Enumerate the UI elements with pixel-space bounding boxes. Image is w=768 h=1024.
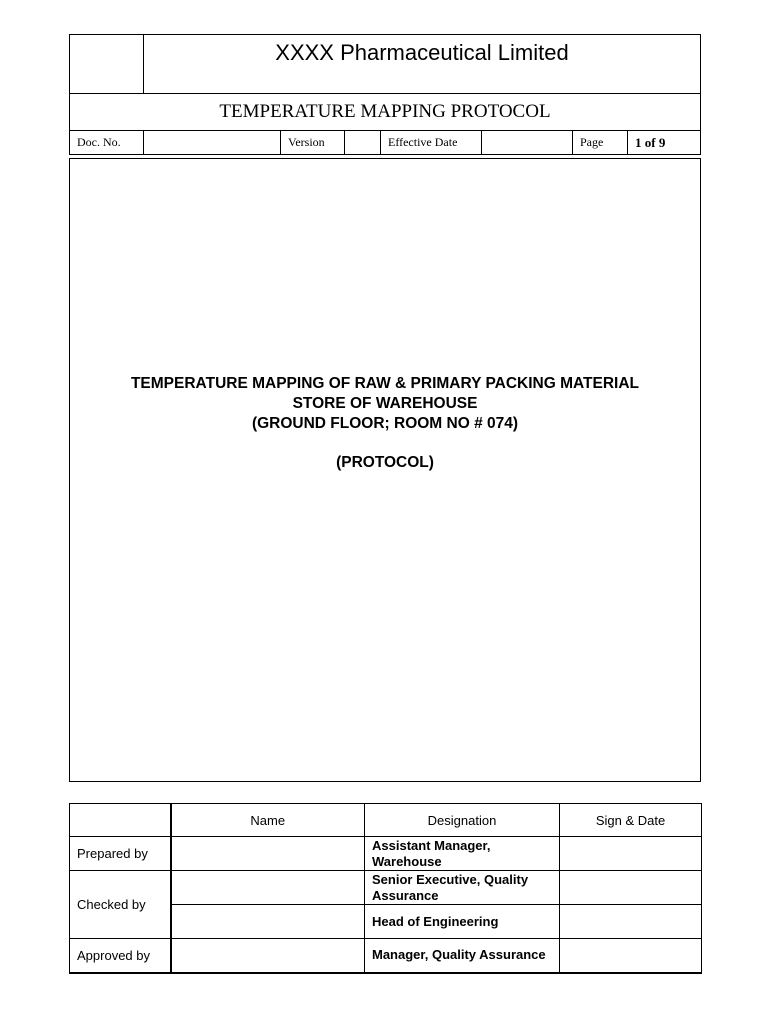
main-title-line: TEMPERATURE MAPPING OF RAW & PRIMARY PACKING MATERIAL	[130, 375, 640, 392]
doc-no-label: Doc. No.	[70, 131, 144, 155]
effective-date-label: Effective Date	[381, 131, 482, 155]
effective-date-value	[482, 131, 573, 155]
protocol-subtitle: (PROTOCOL)	[336, 454, 434, 471]
designation-cell: Manager, Quality Assurance	[365, 939, 560, 973]
header-cell-empty	[70, 804, 171, 837]
name-cell	[171, 871, 365, 905]
sign-date-cell	[560, 837, 702, 871]
header-cell-sign-date: Sign & Date	[560, 804, 702, 837]
document-header	[69, 34, 701, 155]
document-meta-row	[70, 130, 700, 154]
name-cell	[171, 939, 365, 973]
prepared-by-label: Prepared by	[70, 837, 171, 871]
header-cell-name: Name	[171, 804, 365, 837]
designation-cell: Senior Executive, Quality Assurance	[365, 871, 560, 905]
designation-cell: Assistant Manager, Warehouse	[365, 837, 560, 871]
title-page-body	[69, 158, 701, 782]
logo-placeholder	[70, 35, 144, 93]
page-label: Page	[573, 131, 628, 155]
approved-by-label: Approved by	[70, 939, 171, 973]
version-value	[345, 131, 381, 155]
main-title-line: (GROUND FLOOR; ROOM NO # 074)	[251, 415, 519, 432]
designation-cell: Head of Engineering	[365, 905, 560, 939]
sign-date-cell	[560, 871, 702, 905]
document-title: TEMPERATURE MAPPING PROTOCOL	[70, 93, 700, 130]
signature-table	[69, 803, 702, 974]
name-cell	[171, 837, 365, 871]
main-title-line: STORE OF WAREHOUSE	[292, 395, 478, 412]
company-name: XXXX Pharmaceutical Limited	[275, 40, 569, 65]
sign-date-cell	[560, 905, 702, 939]
header-cell-designation: Designation	[365, 804, 560, 837]
protocol-main-title	[70, 374, 700, 434]
page-value: 1 of 9	[635, 135, 666, 150]
checked-by-label: Checked by	[70, 871, 171, 939]
name-cell	[171, 905, 365, 939]
doc-no-value	[144, 131, 281, 155]
version-label: Version	[281, 131, 345, 155]
sign-date-cell	[560, 939, 702, 973]
